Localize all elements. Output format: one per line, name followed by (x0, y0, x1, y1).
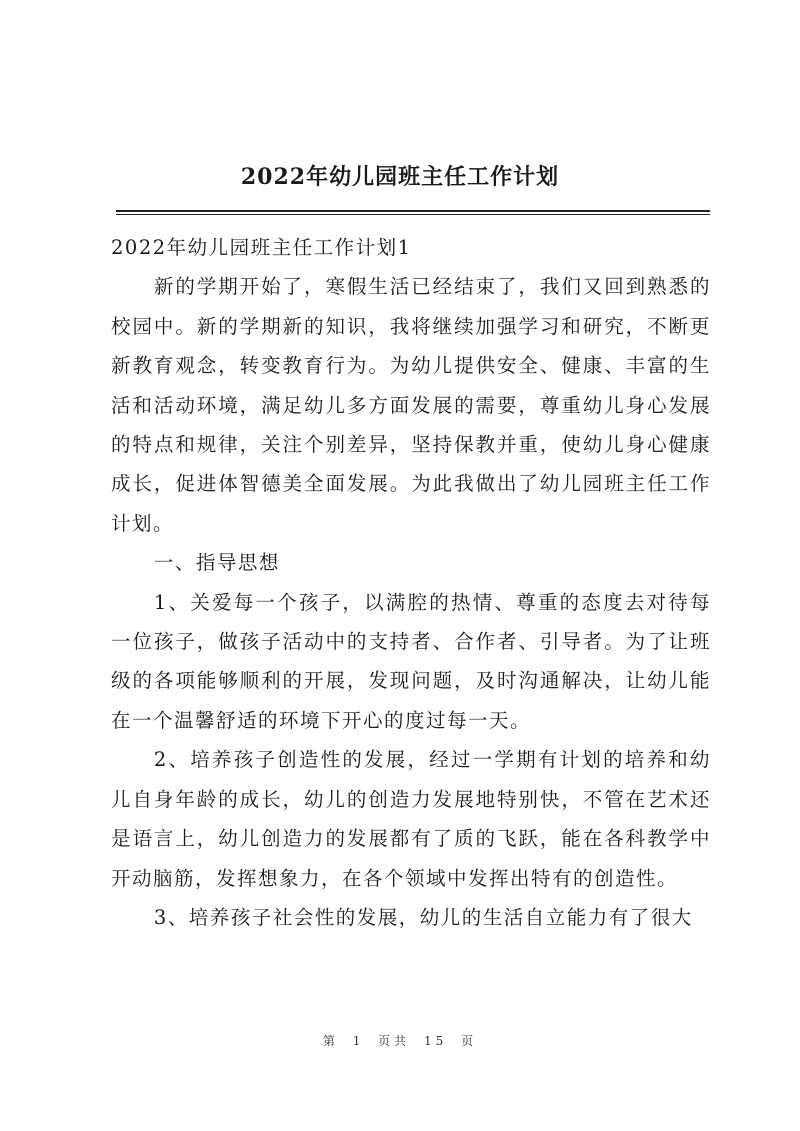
section-heading: 2022年幼儿园班主任工作计划1 (111, 236, 412, 259)
document-body (111, 228, 711, 937)
page-number-footer: 第 1 页共 15 页 (322, 1034, 478, 1048)
paragraph-item-2: 2、培养孩子创造性的发展，经过一学期有计划的培养和幼儿自身年龄的成长，幼儿的创造力发展地特别快，不管在艺术还是语言上，幼儿创造力的发展都有了质的飞跃，能在各科教学中开动脑筋，发挥想象力，在各个领域中发挥出特有的创造性。 (111, 748, 711, 890)
title-divider (116, 210, 710, 212)
section-title-guiding-thought: 一、指导思想 (153, 551, 280, 575)
paragraph-item-1: 1、关爱每一个孩子，以满腔的热情、尊重的态度去对待每一位孩子，做孩子活动中的支持者、合作者、引导者。为了让班级的各项能够顺利的开展，发现问题，及时沟通解决，让幼儿能在一个温馨舒适的环境下开心的度过每一天。 (111, 590, 711, 732)
paragraph-item-3: 3、培养孩子社会性的发展，幼儿的生活自立能力有了很大 (153, 905, 693, 929)
document-title: 2022年幼儿园班主任工作计划 (240, 164, 560, 190)
paragraph-intro: 新的学期开始了，寒假生活已经结束了，我们又回到熟悉的校园中。新的学期新的知识，我将继续加强学习和研究，不断更新教育观念，转变教育行为。为幼儿提供安全、健康、丰富的生活和活动环境，满足幼儿多方面发展的需要，尊重幼儿身心发展的特点和规律，关注个别差异，坚持保教并重，使幼儿身心健康成长，促进体智德美全面发展。为此我做出了幼儿园班主任工作计划。 (111, 275, 711, 535)
